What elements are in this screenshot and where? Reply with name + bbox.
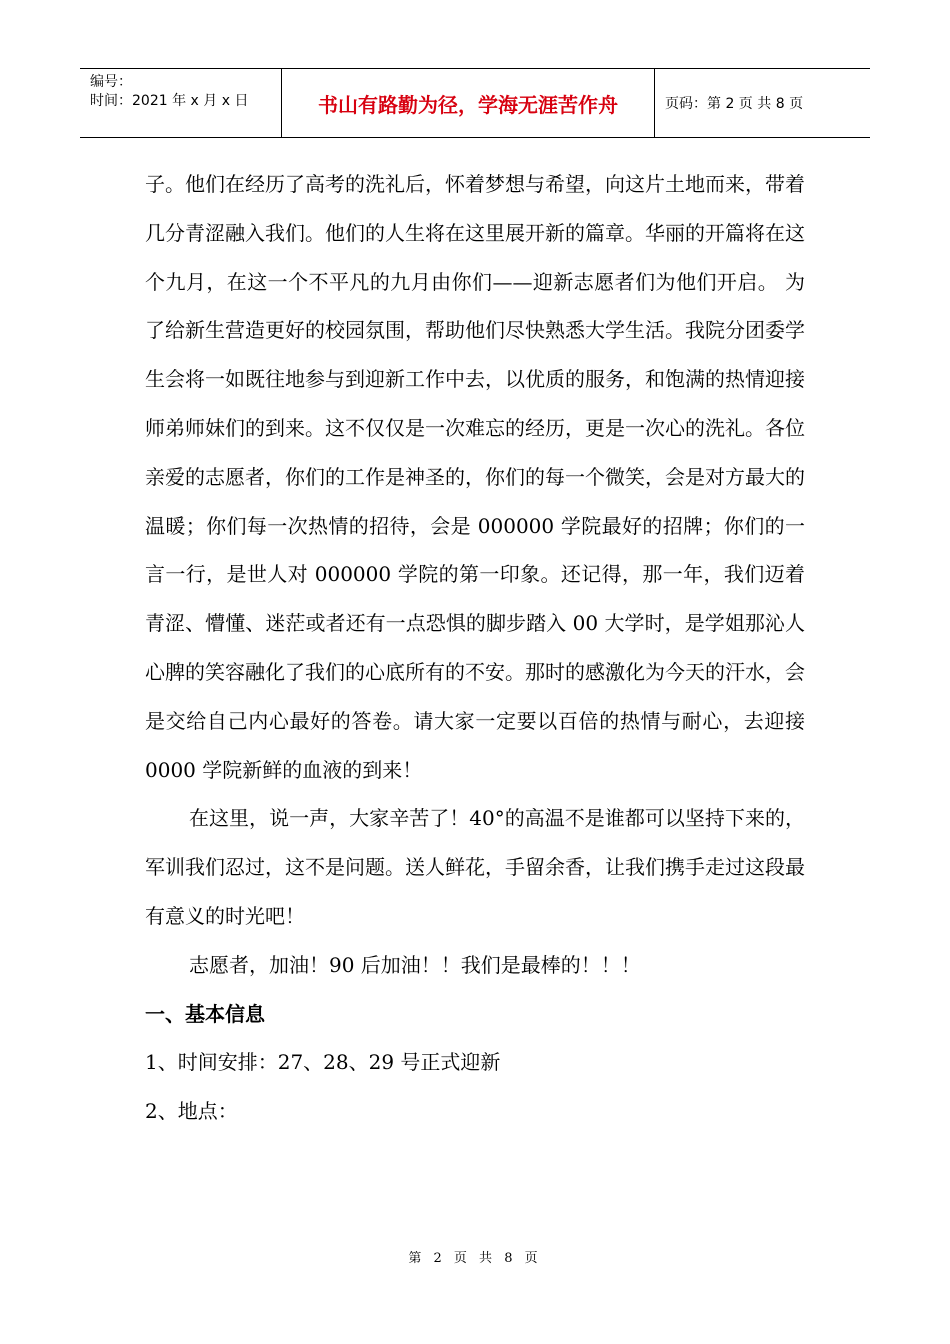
- list-item: 2、地点：: [145, 1099, 238, 1124]
- header-motto: 书山有路勤为径，学海无涯苦作舟: [282, 69, 655, 137]
- header-page-info: 页码：第 2 页 共 8 页: [665, 96, 804, 112]
- body-paragraph: 在这里，说一声，大家辛苦了！40°的高温不是谁都可以坚持下来的，军训我们忍过，这不是问题。送人鲜花，手留余香，让我们携手走过这段最有意义的时光吧！: [145, 806, 805, 928]
- body-paragraph: 子。他们在经历了高考的洗礼后，怀着梦想与希望，向这片土地而来，带着几分青涩融入我们。他们的人生将在这里展开新的篇章。华丽的开篇将在这个九月，在这一个不平凡的九月由你们——迎新志愿者们为他们开启。 为了给新生营造更好的校园氛围，帮助他们尽快熟悉大学生活。我院分团委学生会将一如既往地参与到迎新工作中去，以优质的服务，和饱满的热情迎接师弟师妹们的到来。这不仅仅是一次难忘的经历，更是一次心的洗礼。各位亲爱的志愿者，你们的工作是神圣的，你们的每一个微笑，会是对方最大的温暖；你们每一次热情的招待，会是 000000 学院最好的招牌；你们的一言一行，是世人对 000000 学院的第一印象。还记得，那一年，我们迈着青涩、懵懂、迷茫或者还有一点恐惧的脚步踏入 00 大学时，是学姐那沁人心脾的笑容融化了我们的心底所有的不安。那时的感激化为今天的汗水，会是交给自己内心最好的答卷。请大家一定要以百倍的热情与耐心，去迎接 0000 学院新鲜的血液的到来！: [145, 172, 805, 782]
- document-body: [145, 160, 805, 1136]
- body-paragraph: 志愿者，加油！90 后加油！！我们是最棒的！！！: [189, 952, 641, 977]
- document-number-label: 编号：: [90, 74, 132, 90]
- header-meta: [80, 69, 282, 137]
- document-date-label: 时间：2021 年 x 月 x 日: [90, 93, 249, 109]
- page-footer: 第 2 页 共 8 页: [408, 1251, 542, 1266]
- list-item: 1、时间安排：27、28、29 号正式迎新: [145, 1050, 501, 1075]
- page-header: [80, 68, 870, 138]
- section-heading: 一、基本信息: [145, 1001, 265, 1026]
